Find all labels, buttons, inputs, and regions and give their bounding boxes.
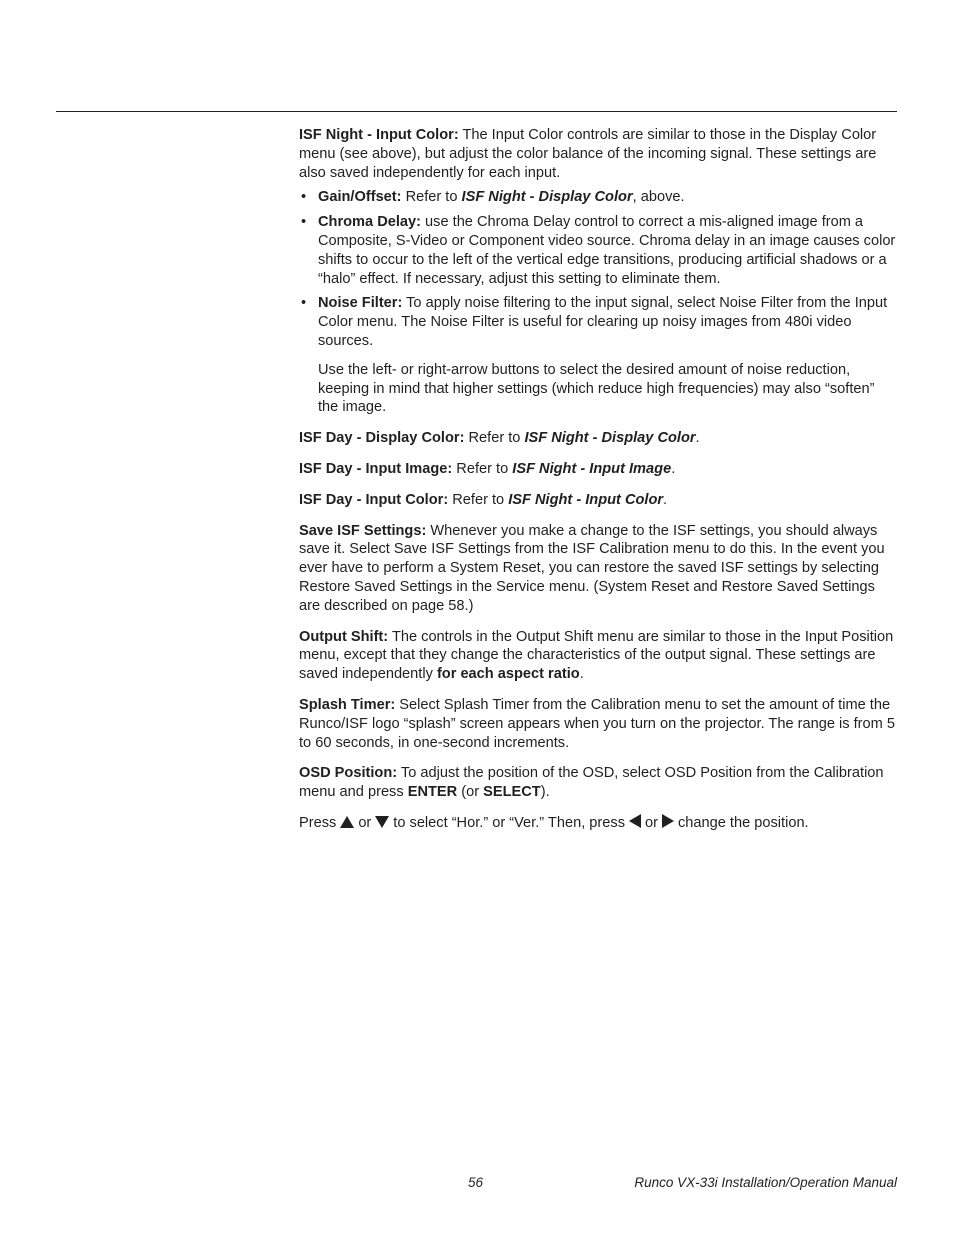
select-hor-ver-text: to select “Hor.” or “Ver.” Then, press (393, 814, 625, 831)
splash-timer-heading: Splash Timer: (299, 696, 396, 713)
or-text: or (358, 814, 372, 831)
save-isf-settings-text: Whenever you make a change to the ISF settings, you should always save it. Select Save ISF Settings from the ISF Calibration menu to do this. In the event you ever have to perform a System Reset, you can restore the saved ISF settings by selecting Restore Saved Settings in the Service menu. (System Reset and Restore Saved Settings are described on page 58.) (299, 522, 885, 614)
gain-offset-ref: ISF Night - Display Color (461, 189, 633, 206)
noise-filter-label: Noise Filter: (318, 295, 403, 312)
isf-night-input-color-heading: ISF Night - Input Color: (299, 127, 459, 143)
bullet-marker: • (301, 295, 307, 312)
select-key-label: SELECT (483, 784, 541, 801)
osd-position-mid: (or (457, 784, 484, 801)
isf-day-input-image-ref: ISF Night - Input Image (512, 460, 672, 477)
isf-day-input-color-heading: ISF Day - Input Color: (299, 491, 449, 508)
change-position-text: change the position. (677, 814, 809, 831)
isf-day-input-color-pre: Refer to (448, 491, 509, 508)
isf-day-input-image-heading: ISF Day - Input Image: (299, 460, 453, 477)
osd-position-heading: OSD Position: (299, 765, 398, 782)
gain-offset-pre: Refer to (401, 189, 462, 206)
isf-day-input-image-pre: Refer to (452, 460, 513, 477)
splash-timer-paragraph (299, 696, 897, 752)
isf-day-display-color-post: . (695, 430, 700, 447)
left-arrow-icon (629, 814, 641, 828)
osd-position-paragraph (299, 764, 897, 802)
gain-offset-post: , above. (632, 189, 685, 206)
main-content (299, 126, 897, 833)
output-shift-text: The controls in the Output Shift menu are similar to those in the Input Position menu, except that they change the characteristics of the output signal. These settings are saved independently (299, 628, 894, 683)
save-isf-settings-heading: Save ISF Settings: (299, 522, 427, 539)
bullet-marker: • (301, 214, 307, 231)
isf-day-input-image-post: . (671, 460, 676, 477)
bullet-chroma-delay (299, 213, 897, 288)
osd-position-text: To adjust the position of the OSD, select OSD Position from the Calibration menu and press (299, 765, 884, 801)
chroma-delay-label: Chroma Delay: (318, 214, 421, 231)
output-shift-paragraph (299, 628, 897, 684)
enter-key-label: ENTER (407, 784, 458, 801)
bullet-noise-filter (299, 294, 897, 350)
or-text: or (645, 814, 658, 831)
up-arrow-icon (340, 816, 354, 828)
isf-day-display-color-paragraph (299, 429, 897, 448)
output-shift-emphasis: for each aspect ratio (436, 666, 580, 683)
output-shift-post: . (579, 666, 584, 683)
bullet-gain-offset (299, 188, 897, 207)
gain-offset-label: Gain/Offset: (318, 189, 402, 206)
splash-timer-text: Select Splash Timer from the Calibration menu to set the amount of time the Runco/ISF logo “splash” screen appears when you turn on the projector. The range is from 5 to 60 seconds, in one-second increments. (299, 696, 895, 751)
isf-day-input-color-ref: ISF Night - Input Color (508, 491, 664, 508)
osd-position-post: ). (540, 784, 550, 801)
save-isf-settings-paragraph (299, 522, 897, 616)
isf-day-display-color-heading: ISF Day - Display Color: (299, 430, 465, 447)
isf-day-input-color-paragraph (299, 491, 897, 510)
isf-day-input-image-paragraph (299, 460, 897, 479)
noise-filter-text: To apply noise filtering to the input signal, select Noise Filter from the Input Color menu. The Noise Filter is useful for clearing up noisy images from 480i video sources. (318, 295, 888, 349)
manual-title: Runco VX-33i Installation/Operation Manual (634, 1175, 897, 1190)
isf-day-input-color-post: . (663, 491, 668, 508)
page-number: 56 (468, 1175, 484, 1190)
right-arrow-icon (662, 814, 674, 828)
isf-night-input-color-paragraph (299, 126, 897, 182)
header-rule (56, 111, 897, 112)
chroma-delay-text: use the Chroma Delay control to correct a mis-aligned image from a Composite, S-Video or Component video source. Chroma delay in an image causes color shifts to occur to the left of the vertical edge transitions, producing artificial shadows or a “halo” effect. If necessary, adjust this setting to eliminate them. (318, 214, 896, 287)
press-arrows-paragraph (299, 814, 897, 833)
isf-day-display-color-ref: ISF Night - Display Color (524, 430, 696, 447)
press-text: Press (299, 814, 337, 831)
bullet-marker: • (301, 189, 307, 206)
noise-filter-detail: Use the left- or right-arrow buttons to select the desired amount of noise reduction, keeping in mind that higher settings (which reduce high frequencies) may also “soften” the image. (318, 361, 875, 416)
output-shift-heading: Output Shift: (299, 628, 389, 645)
isf-day-display-color-pre: Refer to (464, 430, 525, 447)
down-arrow-icon (375, 816, 389, 828)
isf-night-input-color-text: The Input Color controls are similar to those in the Display Color menu (see above), but adjust the color balance of the incoming signal. These settings are also saved independently for each input. (299, 127, 877, 181)
